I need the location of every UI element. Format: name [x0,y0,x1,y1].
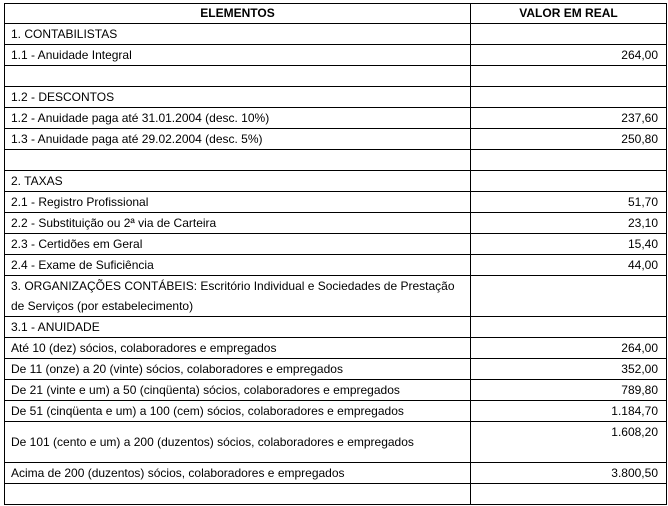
row-value: 352,00 [471,359,667,380]
table-row [5,129,667,150]
row-label: 1.2 - DESCONTOS [5,87,471,108]
table-row [5,24,667,45]
table-row [5,484,667,505]
row-value [471,171,667,192]
table-row [5,401,667,422]
table-row [5,463,667,484]
table-row [5,150,667,171]
row-label: 3.1 - ANUIDADE [5,317,471,338]
row-label: De 11 (onze) a 20 (vinte) sócios, colaboradores e empregados [5,359,471,380]
row-label: De 51 (cinqüenta e um) a 100 (cem) sócios, colaboradores e empregados [5,401,471,422]
row-label [5,150,471,171]
table-row [5,317,667,338]
row-label [5,484,471,505]
fee-table [4,3,667,505]
row-label: 2.1 - Registro Profissional [5,192,471,213]
row-label: 2.2 - Substituição ou 2ª via de Carteira [5,213,471,234]
table-row [5,255,667,276]
table-row [5,87,667,108]
row-label: 1.2 - Anuidade paga até 31.01.2004 (desc. 10%) [5,108,471,129]
row-label: 3. ORGANIZAÇÕES CONTÁBEIS: Escritório Individual e Sociedades de Prestação de Serviços (por estabelecimento) [5,276,471,317]
row-value: 15,40 [471,234,667,255]
row-value: 44,00 [471,255,667,276]
row-label: Acima de 200 (duzentos) sócios, colaboradores e empregados [5,463,471,484]
row-value [471,24,667,45]
row-label [5,66,471,87]
row-value: 23,10 [471,213,667,234]
row-label: 1. CONTABILISTAS [5,24,471,45]
table-row [5,192,667,213]
table-row [5,45,667,66]
row-value: 51,70 [471,192,667,213]
row-value: 264,00 [471,45,667,66]
table-row [5,234,667,255]
row-label: Até 10 (dez) sócios, colaboradores e empregados [5,338,471,359]
row-label: 2. TAXAS [5,171,471,192]
row-label: 1.1 - Anuidade Integral [5,45,471,66]
row-value [471,66,667,87]
row-value: 3.800,50 [471,463,667,484]
row-value [471,317,667,338]
row-label: De 101 (cento e um) a 200 (duzentos) sócios, colaboradores e empregados [5,422,471,463]
row-value [471,150,667,171]
header-row [5,4,667,24]
row-label: 1.3 - Anuidade paga até 29.02.2004 (desc. 5%) [5,129,471,150]
row-value: 237,60 [471,108,667,129]
row-label: 2.3 - Certidões em Geral [5,234,471,255]
row-value: 789,80 [471,380,667,401]
table-row [5,380,667,401]
row-label: 2.4 - Exame de Suficiência [5,255,471,276]
header-elementos: ELEMENTOS [5,4,471,24]
row-value: 264,00 [471,338,667,359]
row-value [471,87,667,108]
row-value [471,276,667,317]
table-row [5,171,667,192]
table-row [5,108,667,129]
table-row [5,213,667,234]
table-row [5,422,667,463]
header-valor: VALOR EM REAL [471,4,667,24]
table-row [5,66,667,87]
row-value: 1.608,20 [471,422,667,463]
row-label: De 21 (vinte e um) a 50 (cinqüenta) sócios, colaboradores e empregados [5,380,471,401]
table-row [5,338,667,359]
row-value [471,484,667,505]
table-row [5,359,667,380]
row-value: 250,80 [471,129,667,150]
row-value: 1.184,70 [471,401,667,422]
table-row [5,276,667,317]
